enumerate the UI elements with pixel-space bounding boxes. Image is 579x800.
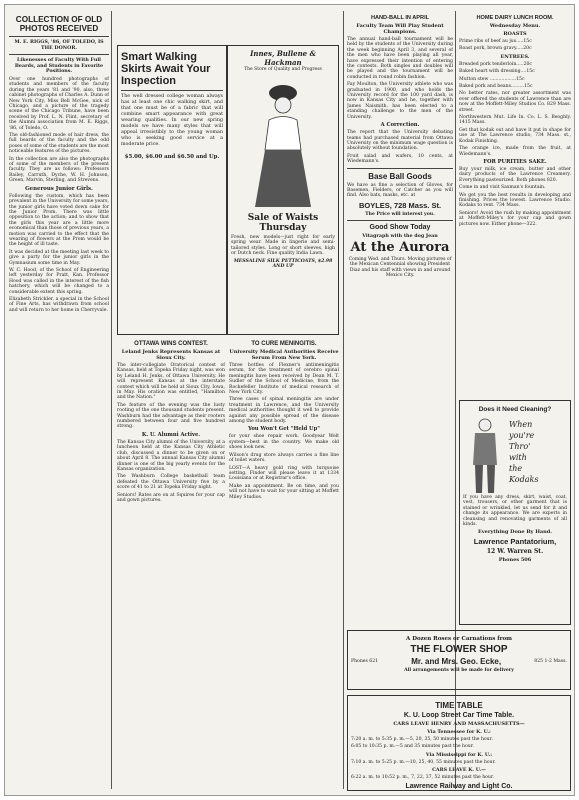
article-paragraph: Three bottles of Flexner's antimeningitis serum, for the treatment of cerebro spinal meningitis have been received by Dean M. T. Sudler of the School of Medicine, from the Rockefeller Institute of medical research of New York City.: [229, 363, 339, 396]
art-word: Kodaks: [509, 475, 539, 484]
timetable-line: CARS LEAVE K. U.—: [432, 767, 486, 774]
headline-dairy: HOME DAIRY LUNCH ROOM.: [476, 15, 554, 21]
article-paragraph: Over one hundred photographs of students and members of the faculty during the years '81 and '90, also, three cabinet photographs of Charles A. Dunn of New York City, Miss Bell McGee, nick of Chicago, and a picture of the tragedy scene of the Chicago Tribune, have been received by Prof. L. N. Flint, secretary of the Alumni association from M. E. Riggs, '86, of Toledo, O.: [9, 76, 109, 131]
man-illustration: [465, 415, 505, 495]
article-paragraph: Fay Moulton, the University athlete who was graduated in 1900, and who holds the University record for the 100 yard dash, is now in Kansas City and he, together with James Naismith, has been elected to a standing challenge to the men of the University.: [347, 82, 453, 120]
ad-skirts-prices: $5.00, $6.00 and $6.50 and Up.: [124, 154, 220, 160]
column-handball: [347, 13, 453, 593]
newspaper-page: [4, 4, 575, 796]
ad-skirts-title: Smart Walking Skirts Await Your Inspection: [121, 51, 211, 87]
show-title: Good Show Today: [369, 223, 431, 231]
store-tagline: The Store of Quality and Progress: [244, 67, 322, 72]
article-paragraph: Get that kodak out and have it put in shape for use at The Lawrence studio, 734 Mass. st., Kodak Finishing.: [459, 127, 571, 144]
timetable-line: 6:22 a. m. to 10:52 p. m., 7, 22, 37, 52 minutes past the hour.: [351, 775, 495, 781]
pantatorium-title: Does it Need Cleaning?: [478, 406, 552, 413]
article-paragraph: Make an appointment. Be on time, and you will not have to wait for your sitting at Moffett Miley Studios.: [229, 483, 339, 500]
menu-item: Baked heart with dressing....15c: [459, 69, 535, 75]
boyles-ad: BOYLES, 728 Mass. St.: [358, 200, 442, 210]
show-body: Vitagraph with the dog Jean: [362, 232, 438, 239]
subhead-faculty-team: Faculty Team Will Play Student Champions.: [356, 23, 444, 35]
article-paragraph: The report that the University debating teams had purchased material from Ottawa University on the minimum wage question is absolutely without foundation.: [347, 130, 453, 152]
timetable-title: TIME TABLE: [435, 701, 483, 710]
article-paragraph: Buy your milk, ice cream, butter and other dairy products of the Lawrence Creamery. Everything pasteurized. Both phones 820.: [459, 166, 571, 183]
menu-item: Mutton stew ..................15c: [459, 76, 525, 82]
article-paragraph: The feature of the evening was the lusty rooting of the one thousand students present. Washburn had the advantage as their rooters numbered between four and five hundred strong.: [117, 402, 225, 430]
headline-purities: FOR PURITIES SAKE.: [483, 158, 547, 165]
article-paragraph: Fruit salad and wafers, 10 cents, at Wiedemann's.: [347, 153, 453, 165]
menu-entrees: ENTREES.: [500, 53, 530, 60]
pantatorium-addr: 12 W. Warren St.: [486, 548, 544, 556]
seniors-note: Seniors! Rates are on at Squires for your cap and gown pictures.: [117, 492, 225, 503]
menu-roasts: ROASTS: [503, 31, 527, 37]
article-paragraph: The Kansas City alumni of the University, at a luncheon held at the Kansas City Athletic club, discussed a dinner to be given on or about April 8. The annual Kansas City alumni dinner is one of the big yearly events for the Kansas organization.: [117, 439, 225, 472]
sale-body: Fresh, new models—just right for early spring wear. Made in lingerie and semi-tailored styles. Long or short sleeves, high or Dutch neck. Fine quality India Lawn.: [231, 235, 335, 257]
aurora-sub: Coming Wed. and Thurs. Moving pictures of the Mexican Centennial showing President Diaz and his staff with views in and around Mexico City.: [348, 256, 452, 278]
headline-held-up: You Won't Get "Held Up": [248, 426, 320, 433]
flower-arrange: All arrangements will be made for delivery: [404, 668, 514, 673]
woman-illustration: [231, 75, 335, 210]
article-paragraph: Seniors! Avoid the rush by making appointment at Moffett-Miley's for your cap and gown pictures now. Either phone—322.: [459, 210, 571, 227]
ad-innes-waists: [227, 45, 339, 335]
headline-handball: HAND-BALL IN APRIL: [370, 15, 430, 21]
sale-title: Sale of Waists Thursday: [247, 213, 319, 233]
art-word: When: [509, 420, 533, 429]
art-word: with: [509, 453, 527, 462]
pantatorium-body: If you have any dress, skirt, waist, coat, vest, trousers, or other garment that is stained or wrinkled, let us send for it and change its appearance. We are experts in cleansing and renovating garments of all kinds.: [463, 495, 567, 528]
subhead-menu: Wednesday Menu.: [489, 23, 541, 29]
subhead-serum: University Medical Authorities Receive Serum From New York.: [229, 349, 339, 361]
timetable-foot: Lawrence Railway and Light Co.: [405, 782, 513, 790]
article-paragraph: The Washburn College basketball team defeated the Ottawa University five by a score of 41 to 21 at Topeka Friday night.: [117, 474, 225, 491]
headline-photos: COLLECTION OF OLD PHOTOS RECEIVED: [15, 15, 103, 33]
column-dairy: [459, 13, 571, 398]
petticoats-line: MESSALINE SILK PETTICOATS, $2.98 AND UP: [233, 258, 333, 269]
article-paragraph: Wilson's drug store always carries a fine line of toilet waters.: [229, 452, 339, 464]
timetable-line: 7:20 a. m. to 5:35 p. m.—5, 20, 35, 50 minutes past the hour.: [351, 737, 493, 742]
column-ottawa: [117, 339, 225, 789]
flower-owners: Mr. and Mrs. Geo. Ecke,: [411, 657, 502, 666]
menu-item: Roast pork, brown gravy.....20c: [459, 46, 532, 52]
column-meningitis: [229, 339, 339, 789]
flower-name: THE FLOWER SHOP: [410, 644, 508, 655]
headline-ottawa: OTTAWA WINS CONTEST.: [134, 341, 208, 347]
flower-top: A Dozen Roses or Carnations from: [406, 636, 512, 642]
timetable-line: 6:05 to 10:35 p. m.—5 and 35 minutes past the hour.: [351, 744, 474, 750]
article-paragraph: Following the custom, which has been prevalent in the University for some years, the junior girls have voted down cake for the Junior Prom. There was little opposition to the action; and to show that the girls this year are a little more economical than those of previous years, a motion was carried to the effect that the wearing of flowers at the Prom would be the height of ill taste.: [9, 193, 109, 248]
subhead-donor: M. E. RIGGS, '86, OF TOLEDO, IS THE DONOR.: [14, 39, 104, 51]
subhead-likenesses: Likenesses of Faculty With Full Beards, and Students in Favorite Positions.: [14, 57, 104, 75]
flower-address: 825 1-2 Mass.: [534, 659, 567, 664]
headline-junior-girls: Generous Junior Girls.: [25, 185, 93, 192]
column-photos: [9, 13, 109, 793]
pantatorium-art: [463, 415, 567, 495]
article-paragraph: It was decided at the meeting last week to give a party for the junior girls in the Gymnasium some time in May.: [9, 249, 109, 266]
aurora-title: At the Aurora: [350, 239, 450, 255]
article-paragraph: for your shoe repair work. Goodyear Welt system—best in the country. We make old shoes look new.: [229, 434, 339, 451]
article-paragraph: Elizabeth Strickler, a special in the School of Fine Arts, has withdrawn from school and will return to her home in Cherryvale.: [9, 297, 109, 313]
article-paragraph: We get you the best results in developing and finishing. Prices the lowest. Lawrence Studio. Kodaks to rent. 734 Mass.: [459, 192, 571, 209]
article-paragraph: The old-fashioned mode of hair dress, the full beards of the faculty and the odd poses of some of the students are the most noticeable features of the pictures.: [9, 133, 109, 155]
timetable-sub2: CARS LEAVE HENRY AND MASSACHUSETTS—: [393, 721, 525, 727]
flower-phone: Phones 621: [351, 659, 379, 664]
store-logo: Innes, Bullene & Hackman: [250, 49, 316, 67]
art-word: the: [509, 464, 523, 473]
ad-skirts-body: The well dressed college woman always has at least one chic walking skirt, and that one must be of a fabric that will combine smart appearance with great wearing qualities. In our new spring models we have many styles that will appeal irresistibly to the young woman who is seeking good service at a moderate price.: [121, 94, 223, 147]
article-paragraph: W. C. Hood, of the School of Engineering left yesterday for Pratt, Kan. Professor Hood was called in the interest of the fish hatchery, which will be changed to a considerable extent this spring.: [9, 267, 109, 295]
menu-item: Breaded pork tenderloin.....20c: [459, 61, 532, 67]
art-word: Thro': [509, 442, 531, 451]
article-paragraph: No better rates, nor greater assortment was ever offered the students of Lawrence than are now at the Moffett-Miley Studios Co. 829 Mass. street.: [459, 91, 571, 113]
column-rule: [111, 11, 112, 789]
article-paragraph: The orange ice, made from the fruit, at Wiedemann's.: [459, 146, 571, 157]
art-word: you're: [509, 431, 535, 440]
boyles-sub: The Price will interest you.: [365, 211, 435, 217]
article-paragraph: In the collection are also the photographs of some of the members of the present faculty. They are as follows: Professors Bailey, Carruth, Dyche, W. H. Johnson, Green, Marvin, Sterling, and Strevens.: [9, 156, 109, 184]
menu-item: Baked pork and beans.........15c: [459, 84, 533, 90]
article-paragraph: Come in and visit Saxman's fountain.: [459, 185, 546, 191]
ad-timetable: [347, 695, 571, 791]
headline-baseball: Base Ball Goods: [368, 171, 432, 181]
subhead-jenks: Leland Jenks Represents Kansas at Sioux City.: [121, 349, 221, 361]
lost-notice: LOST—A heavy gold ring with turquoise setting. Finder will please leave it at 1334 Louisiana or at Registrar's office.: [229, 465, 339, 482]
article-paragraph: Three cases of spinal meningitis are under treatment in Lawrence, and the University medical authorities thought it well to provide against any possible spread of the disease among the student body.: [229, 397, 339, 425]
article-paragraph: We have as fine a selection of Gloves, for Basemen, Fielders, or Catcher as you will find. Also bats, masks, etc. at: [347, 182, 453, 199]
column-rule: [343, 11, 344, 789]
ad-pantatorium: [459, 400, 571, 625]
headline-alumni: K. U. Alumni Active.: [141, 431, 201, 438]
headline-correction: A Correction.: [380, 122, 420, 129]
timetable-line: Via Tennessee for K. U.:: [427, 729, 491, 735]
article-paragraph: Northwestern Mut. Life In. Co. L. S. Beoghly. 1415 Mass.: [459, 115, 571, 126]
menu-item: Prime ribs of beef au jus.....15c: [459, 39, 532, 44]
article-paragraph: The inter-collegiate Oratorical contest of Kansas, held at Topeka Friday night, was won by Leland H. Jenks, of Ottawa University. He will represent Kansas at the interstate contest which will be held at Sioux City, Iowa, in May. His oration was entitled, "Hamilton and the Nation.": [117, 363, 225, 401]
ad-walking-skirts: [117, 45, 227, 335]
pantatorium-phone: Phones 506: [498, 557, 532, 564]
timetable-line: Via Mississippi for K. U.:: [425, 751, 493, 758]
article-paragraph: The annual hand-ball tournament will be held by the students of the University during the week beginning April 3, and several of the men who have been playing all year, have expressed their intention of entering the contests. Both singles and doubles will be played and the tournament will be conducted in round robin fashion.: [347, 37, 453, 80]
pantatorium-name: Lawrence Pantatorium,: [473, 537, 557, 547]
timetable-line: 7:10 a. m. to 5:25 p. m.—10, 25, 40, 55 minutes past the hour.: [351, 759, 496, 765]
timetable-sub: K. U. Loop Street Car Time Table.: [403, 712, 515, 719]
pantatorium-tag: Everything Done By Hand.: [477, 529, 553, 536]
headline-meningitis: TO CURE MENINGITIS.: [251, 341, 317, 347]
ad-flower-shop: [347, 630, 571, 690]
